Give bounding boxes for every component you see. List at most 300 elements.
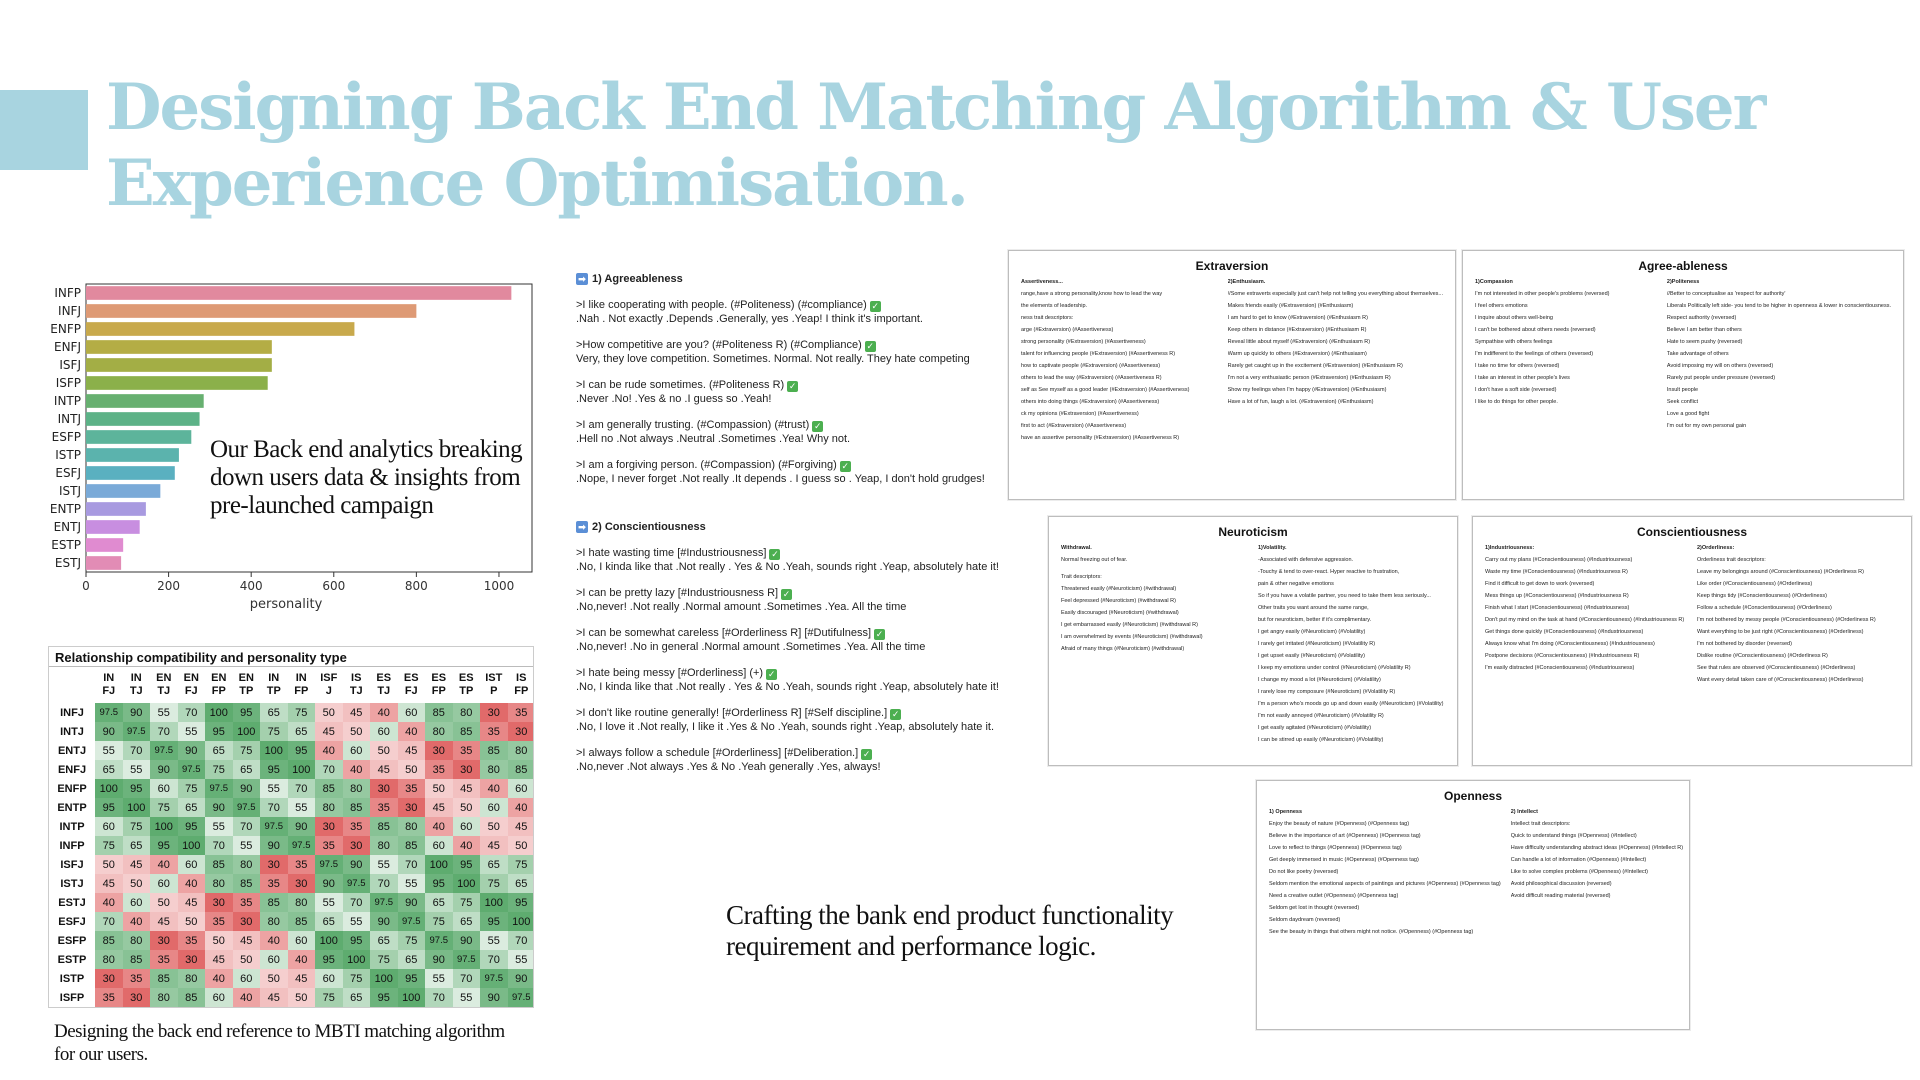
heatmap-cell: 55 [123,760,151,779]
card-line: I rarely get irritated (#Neuroticism) (#Volatility R) [1258,641,1376,647]
heatmap-cell: 30 [150,931,178,950]
conscientiousness-card [1472,516,1912,766]
heatmap-cell: 60 [205,988,233,1007]
heatmap-row [49,931,534,950]
heatmap-cell: 70 [205,836,233,855]
tick-label-esfj: ESFJ [55,466,81,480]
heatmap-cell: 65 [425,893,453,912]
card-line: Liberals Politically left side- you tend to be higher in openness & lower in conscientiousness. [1666,303,1891,309]
question-text: >I don't like routine generally! [#Orderliness R] [#Self discipline.] ✓ [576,707,900,719]
corner-cell [49,667,95,703]
heatmap-cell: 50 [343,722,371,741]
heatmap-cell: 75 [370,950,398,969]
heatmap-cell: 85 [480,741,508,760]
heatmap-cell: 45 [95,874,123,893]
card-line: Always know what I'm doing (#Conscientiousness) (#Industriousness) [1485,641,1655,647]
heatmap-cell: 100 [370,969,398,988]
column-header: IN FP [294,672,309,697]
heatmap-cell: 97.5 [123,722,151,741]
card-line: range,have a strong personality,know how to lead the way [1021,291,1163,297]
heatmap-cell: 90 [288,817,316,836]
heatmap-cell: 55 [480,931,508,950]
heatmap-cell: 45 [178,893,206,912]
answer-options: .Nope, I never forget .Not really .It depends . I guess so . Yeap, I don't hold grudges! [576,473,985,485]
heatmap-row [49,836,534,855]
agreeableness-card [1462,250,1904,500]
heatmap-cell: 85 [123,950,151,969]
card-line: Postpone decisions (#Conscientiousness) (#Industriousness R) [1485,653,1640,659]
tick-label-istj: ISTJ [58,484,81,498]
heatmap-cell: 30 [233,912,261,931]
heatmap-cell: 60 [453,817,481,836]
card-line: I get easily agitated (#Neuroticism) (#Volatility) [1258,725,1372,731]
heatmap-cell: 40 [288,950,316,969]
heatmap-cell: 50 [205,931,233,950]
question-text: >I am generally trusting. (#Compassion) (#trust) ✓ [576,419,822,431]
card-line: Waste my time (#Conscientiousness) (#Industriousness R) [1485,569,1628,575]
heatmap-cell: 95 [150,836,178,855]
heatmap-row [49,703,534,722]
card-line: Assertiveness... [1021,279,1063,285]
heatmap-row [49,722,534,741]
heatmap-cell: 45 [288,969,316,988]
heatmap-cell: 30 [205,893,233,912]
heatmap-row [49,950,534,969]
column-header: EN TJ [156,672,172,697]
heatmap-cell: 80 [95,950,123,969]
quiz-question [576,746,1046,774]
card-line: I'm not interested in other people's problems (reversed) [1475,291,1610,297]
card-line: Can handle a lot of information (#Openness) (#Intellect) [1510,857,1647,863]
row-label: ESFJ [58,915,86,928]
card-line: Enjoy the beauty of nature (#Openness) (#Openness tag) [1269,821,1410,827]
column-header: EN FJ [183,672,199,697]
heatmap-cell: 40 [343,760,371,779]
question-text: >I can be pretty lazy [#Industriousness R] ✓ [576,587,791,599]
heatmap-cell: 60 [398,703,426,722]
card-line: I get upset easily (#Neuroticism) (#Volatility) [1258,653,1365,659]
tick-label-estj: ESTJ [54,556,81,570]
heatmap-cell: 75 [453,893,481,912]
heatmap-cell: 85 [343,798,371,817]
heatmap-cell: 90 [480,988,508,1007]
card-line: Hate to seem pushy (reversed) [1666,339,1743,345]
heatmap-cell: 60 [123,893,151,912]
extraversion-left-column [1021,279,1218,447]
heatmap-cell: 55 [425,969,453,988]
heatmap-cell: 50 [370,741,398,760]
tick-label-intp: INTP [53,394,81,408]
extraversion-card [1008,250,1456,500]
x-tick-label: 0 [82,579,90,593]
row-label: INFP [59,839,85,852]
heatmap-cell: 60 [178,855,206,874]
heatmap-cell: 97.5 [343,874,371,893]
card-line: Withdrawal. [1061,545,1092,551]
analytics-caption: Our Back end analytics breaking down users data & insights from pre-launched campaign [210,436,523,519]
card-line: I'm not easily annoyed (#Neuroticism) (#Volatility R) [1258,713,1384,719]
card-line: Get deeply immersed in music (#Openness) (#Openness tag) [1269,857,1419,863]
heatmap-cell: 85 [398,836,426,855]
card-line: Seek conflict [1666,399,1699,405]
question-text: >I can be rude sometimes. (#Politeness R) ✓ [576,379,797,391]
card-line: 2) Intellect [1510,809,1538,815]
heatmap-cell: 85 [288,912,316,931]
quiz-question [576,666,1046,694]
heatmap-cell: 100 [150,817,178,836]
heatmap-cell: 95 [178,817,206,836]
heatmap-cell: 95 [370,988,398,1007]
quiz-section-label: 2) Conscientiousness [592,521,706,533]
heatmap-cell: 35 [178,931,206,950]
heatmap-cell: 35 [370,798,398,817]
openness-card-title: Openness [1443,789,1503,803]
card-line: Don't put my mind on the task at hand (#Conscientiousness) (#Industriousness R) [1485,617,1685,623]
heatmap-cell: 85 [370,817,398,836]
column-header: ISF J [320,672,338,697]
card-line: I am hard to get to know (#Extraversion) (#Enthusiasm R) [1227,315,1368,321]
heatmap-cell: 100 [343,950,371,969]
card-line: Sympathise with others feelings [1475,339,1553,345]
card-line: Seldom get lost in thought (reversed) [1269,905,1360,911]
card-line: Reveal little about myself (#Extraversion) (#Enthusiasm R) [1227,339,1371,345]
answer-options: .No,never! .No in general .Normal amount .Sometimes .Yea. All the time [576,641,926,653]
heatmap-cell: 50 [315,703,343,722]
heatmap-cell: 50 [150,893,178,912]
heatmap-cell: 97.5 [95,703,123,722]
answer-options: .Nah . Not exactly .Depends .Generally, yes .Yeap! I think it's important. [576,313,923,325]
heatmap-cell: 35 [343,817,371,836]
bar-istj [86,484,160,498]
answer-options: .Hell no .Not always .Neutral .Sometimes .Yea! Why not. [576,433,851,445]
heatmap-cell: 50 [398,760,426,779]
compatibility-heatmap [48,646,534,1008]
heatmap-cell: 45 [205,950,233,969]
heatmap-cell: 30 [95,969,123,988]
heatmap-row [49,893,534,912]
tick-label-isfj: ISFJ [59,358,81,372]
heatmap-cell: 60 [508,779,535,798]
card-line: Show my feelings when I'm happy (#Extraversion) (#Enthusiasm) [1227,387,1387,393]
quiz-question [576,378,1046,406]
heatmap-cell: 40 [315,741,343,760]
heatmap-cell: 55 [370,855,398,874]
check-icon: ✓ [771,549,779,559]
heatmap-cell: 90 [178,741,206,760]
heatmap-cell: 97.5 [508,988,535,1007]
check-icon: ✓ [891,709,900,719]
card-line: Threatened easily (#Neuroticism) (#withdrawal) [1061,586,1177,592]
heatmap-cell: 95 [343,931,371,950]
heatmap-cell: 95 [508,893,535,912]
heatmap-cell: 75 [260,722,288,741]
heatmap-cell: 65 [178,798,206,817]
card-line: ness trait descriptors: [1021,315,1074,321]
heatmap-cell: 90 [95,722,123,741]
agreeableness-left-column [1475,279,1657,435]
heatmap-cell: 75 [398,931,426,950]
card-line: Take advantage of others [1666,351,1729,357]
card-line: I change my mood a lot (#Neuroticism) (#Volatility) [1258,677,1381,683]
heatmap-cell: 30 [425,741,453,760]
heatmap-cell: 50 [508,836,535,855]
extraversion-card-title: Extraversion [1195,259,1269,273]
heatmap-cell: 75 [315,988,343,1007]
heatmap-cell: 95 [233,703,261,722]
answer-options: .No, I love it .Not really, I like it .Yes & No .Yeah, sounds right .Yeap, absolutely hate it. [576,721,995,733]
heatmap-cell: 45 [370,760,398,779]
openness-right-column [1511,809,1683,941]
tick-label-esfp: ESFP [51,430,81,444]
card-line: I rarely lose my composure (#Neuroticism) (#Volatility R) [1258,689,1396,695]
card-line: I take no time for others (reversed) [1475,363,1560,369]
heatmap-cell: 100 [205,703,233,722]
heatmap-cell: 70 [150,722,178,741]
heatmap-table [49,667,534,1007]
heatmap-cell: 70 [398,855,426,874]
heatmap-cell: 45 [123,855,151,874]
heatmap-cell: 40 [178,874,206,893]
card-line: //Better to conceptualise as 'respect for authority' [1666,291,1786,297]
neuroticism-card [1048,516,1458,766]
x-tick-label: 1000 [483,579,515,593]
heatmap-cell: 30 [453,760,481,779]
neuroticism-card-title: Neuroticism [1218,525,1288,539]
heatmap-cell: 100 [508,912,535,931]
heatmap-cell: 40 [233,988,261,1007]
heatmap-cell: 45 [150,912,178,931]
heatmap-cell: 80 [233,855,261,874]
heatmap-cell: 100 [453,874,481,893]
heatmap-cell: 97.5 [370,893,398,912]
check-icon: ✓ [871,301,880,311]
card-line: I don't have a soft side (reversed) [1475,387,1557,393]
heatmap-cell: 85 [95,931,123,950]
card-line: Leave my belongings around (#Conscientiousness) (#Orderliness R) [1697,569,1864,575]
row-label: ISTP [59,972,85,985]
card-line: Other traits you want around the same range, [1258,605,1369,611]
conscientiousness-left-column [1485,545,1687,689]
card-line: Insult people [1666,387,1699,393]
heatmap-row [49,988,534,1007]
card-line: how to captivate people (#Extraversion) (#Assertiveness) [1021,363,1161,369]
heatmap-row [49,741,534,760]
openness-left-column [1269,809,1501,941]
heatmap-cell: 50 [260,969,288,988]
card-line: Love to reflect to things (#Openness) (#Openness tag) [1269,845,1402,851]
heatmap-cell: 65 [480,855,508,874]
card-line: Avoid difficult reading material (reversed) [1510,893,1611,899]
heatmap-cell: 97.5 [205,779,233,798]
heatmap-cell: 95 [480,912,508,931]
card-line: Normal freezing out of fear. [1061,557,1128,563]
x-axis-label: personality [249,597,323,612]
card-line: I take an interest in other people's lives [1475,375,1570,381]
card-line: talent for influencing people (#Extraversion) (#Assertiveness R) [1021,351,1176,357]
heatmap-cell: 30 [178,950,206,969]
card-line: self as See myself as a good leader (#Extraversion) (#Assertiveness) [1021,387,1190,393]
heatmap-cell: 90 [508,969,535,988]
heatmap-cell: 80 [205,874,233,893]
card-line: I inquire about others well-being [1475,315,1553,321]
question-text: >I hate wasting time [#Industriousness] ✓ [576,547,779,559]
card-line: Makes friends easily (#Extraversion) (#Enthusiasm) [1227,303,1354,309]
heatmap-cell: 85 [178,988,206,1007]
conscientiousness-right-column [1697,545,1899,689]
heatmap-cell: 65 [260,703,288,722]
row-label: INTJ [60,725,84,738]
heatmap-cell: 65 [453,912,481,931]
heatmap-cell: 80 [480,760,508,779]
x-tick-label: 200 [157,579,181,593]
row-label: ENFP [57,782,87,795]
card-line: Easily discouraged (#Neuroticism) (#withdrawal) [1061,610,1179,616]
heatmap-title: Relationship compatibility and personality type [49,647,533,667]
card-line: first to act (#Extraversion) (#Assertiveness) [1021,423,1127,429]
row-label: ESTP [57,953,87,966]
column-header: ES TP [458,672,474,697]
card-line: Find it difficult to get down to work (reversed) [1485,581,1595,587]
heatmap-cell: 60 [315,969,343,988]
heatmap-cell: 30 [315,817,343,836]
card-line: Orderliness trait descriptors: [1697,557,1766,563]
heatmap-cell: 35 [480,722,508,741]
card-line: Finish what I start (#Conscientiousness) (#Industriousness) [1485,605,1630,611]
heatmap-cell: 60 [95,817,123,836]
quiz-section-label: 1) Agreeableness [592,273,683,285]
heatmap-cell: 35 [233,893,261,912]
card-line: pain & other negative emotions [1258,581,1334,587]
answer-options: .No, I kinda like that .Not really . Yes & No .Yeah, sounds right .Yeap, absolutely hate it! [576,561,999,573]
heatmap-cell: 40 [398,722,426,741]
heatmap-cell: 70 [233,817,261,836]
card-line: Seldom daydream (reversed) [1269,917,1341,923]
bar-enfp [86,322,354,336]
card-line: Have difficulty understanding abstract ideas (#Openness) (#Intellect R) [1510,845,1684,851]
heatmap-cell: 65 [233,760,261,779]
heatmap-cell: 35 [95,988,123,1007]
check-icon: ✓ [875,629,884,639]
card-line: Feel depressed (#Neuroticism) (#withdrawal R) [1061,598,1176,604]
heatmap-cell: 40 [425,817,453,836]
bar-infp [86,286,511,300]
heatmap-cell: 70 [343,893,371,912]
card-line: 1)Volatility. [1258,545,1287,551]
heatmap-cell: 80 [260,912,288,931]
card-line: Have a lot of fun, laugh a lot. (#Extraversion) (#Enthusiasm) [1227,399,1374,405]
heatmap-cell: 60 [150,874,178,893]
functionality-caption: Crafting the bank end product functionality requirement and performance logic. [726,900,1174,961]
heatmap-row [49,779,534,798]
heatmap-cell: 40 [95,893,123,912]
tick-label-enfj: ENFJ [54,340,81,354]
heatmap-cell: 95 [95,798,123,817]
heatmap-cell: 55 [453,988,481,1007]
x-tick-label: 800 [404,579,428,593]
heatmap-cell: 55 [95,741,123,760]
heatmap-cell: 50 [453,798,481,817]
heatmap-cell: 100 [178,836,206,855]
card-line: Keep things tidy (#Conscientiousness) (#Orderliness) [1697,593,1827,599]
heatmap-cell: 30 [508,722,535,741]
heatmap-cell: 75 [205,760,233,779]
heatmap-cell: 95 [205,722,233,741]
answer-options: .Never .No! .Yes & no .I guess so .Yeah! [576,393,772,405]
bar-entj [86,520,140,534]
card-line: I get embarrassed easily (#Neuroticism) (#withdrawal R) [1061,622,1198,628]
card-line: Get things done quickly (#Conscientiousness) (#Industriousness) [1485,629,1644,635]
card-line: I'm not bothered by disorder (reversed) [1697,641,1792,647]
card-line: 2)Orderliness: [1697,545,1735,551]
column-header: IN FJ [102,672,116,697]
heatmap-cell: 30 [260,855,288,874]
heatmap-row [49,874,534,893]
heatmap-cell: 80 [425,722,453,741]
conscientiousness-card-title: Conscientiousness [1636,525,1748,539]
heatmap-cell: 40 [123,912,151,931]
heatmap-row [49,817,534,836]
heatmap-cell: 50 [425,779,453,798]
row-label: ISFP [59,991,85,1004]
card-line: See that rules are observed (#Conscientiousness) (#Orderliness) [1697,665,1856,671]
heatmap-cell: 35 [453,741,481,760]
bar-intj [86,412,200,426]
column-header: EN FP [211,672,227,697]
card-line: I feel others emotions [1475,303,1528,309]
heatmap-cell: 85 [205,855,233,874]
tick-label-isfp: ISFP [55,376,81,390]
heatmap-cell: 50 [178,912,206,931]
heatmap-cell: 100 [123,798,151,817]
heatmap-cell: 40 [480,779,508,798]
heatmap-cell: 35 [398,779,426,798]
question-text: >I hate being messy [#Orderliness] (+) ✓ [576,667,776,679]
openness-card [1256,780,1690,1030]
arrow-icon: ➡ [576,521,588,533]
heatmap-cell: 70 [315,760,343,779]
page-title: Designing Back End Matching Algorithm & User Experience Optimisation. [106,70,1765,221]
heatmap-cell: 35 [508,703,535,722]
heatmap-cell: 65 [398,950,426,969]
heatmap-cell: 75 [343,969,371,988]
heatmap-cell: 70 [288,779,316,798]
card-line: Believe I am better than others [1666,327,1742,333]
heatmap-cell: 97.5 [233,798,261,817]
card-line: 1) Openness [1269,809,1303,815]
card-line: Need a creative outlet (#Openness) (#Openness tag) [1269,893,1399,899]
card-line: Rarely put people under pressure (reversed) [1666,375,1776,381]
card-line: I'm indifferent to the feelings of others (reversed) [1475,351,1594,357]
card-line: Want every detail taken care of (#Conscientiousness) (#Orderliness) [1697,677,1864,683]
bar-esfp [86,430,191,444]
card-line: Believe in the importance of art (#Openness) (#Openness tag) [1269,833,1421,839]
heatmap-cell: 60 [233,969,261,988]
tick-label-infj: INFJ [58,304,81,318]
heatmap-cell: 60 [480,798,508,817]
heatmap-cell: 100 [480,893,508,912]
heatmap-cell: 97.5 [315,855,343,874]
heatmap-cell: 35 [425,760,453,779]
heatmap-cell: 60 [150,779,178,798]
heatmap-cell: 75 [480,874,508,893]
heatmap-cell: 90 [205,798,233,817]
bar-entp [86,502,146,516]
quiz-section-heading [576,272,1046,286]
heatmap-cell: 97.5 [178,760,206,779]
heatmap-cell: 97.5 [260,817,288,836]
heatmap-cell: 60 [370,722,398,741]
heatmap-cell: 90 [398,893,426,912]
